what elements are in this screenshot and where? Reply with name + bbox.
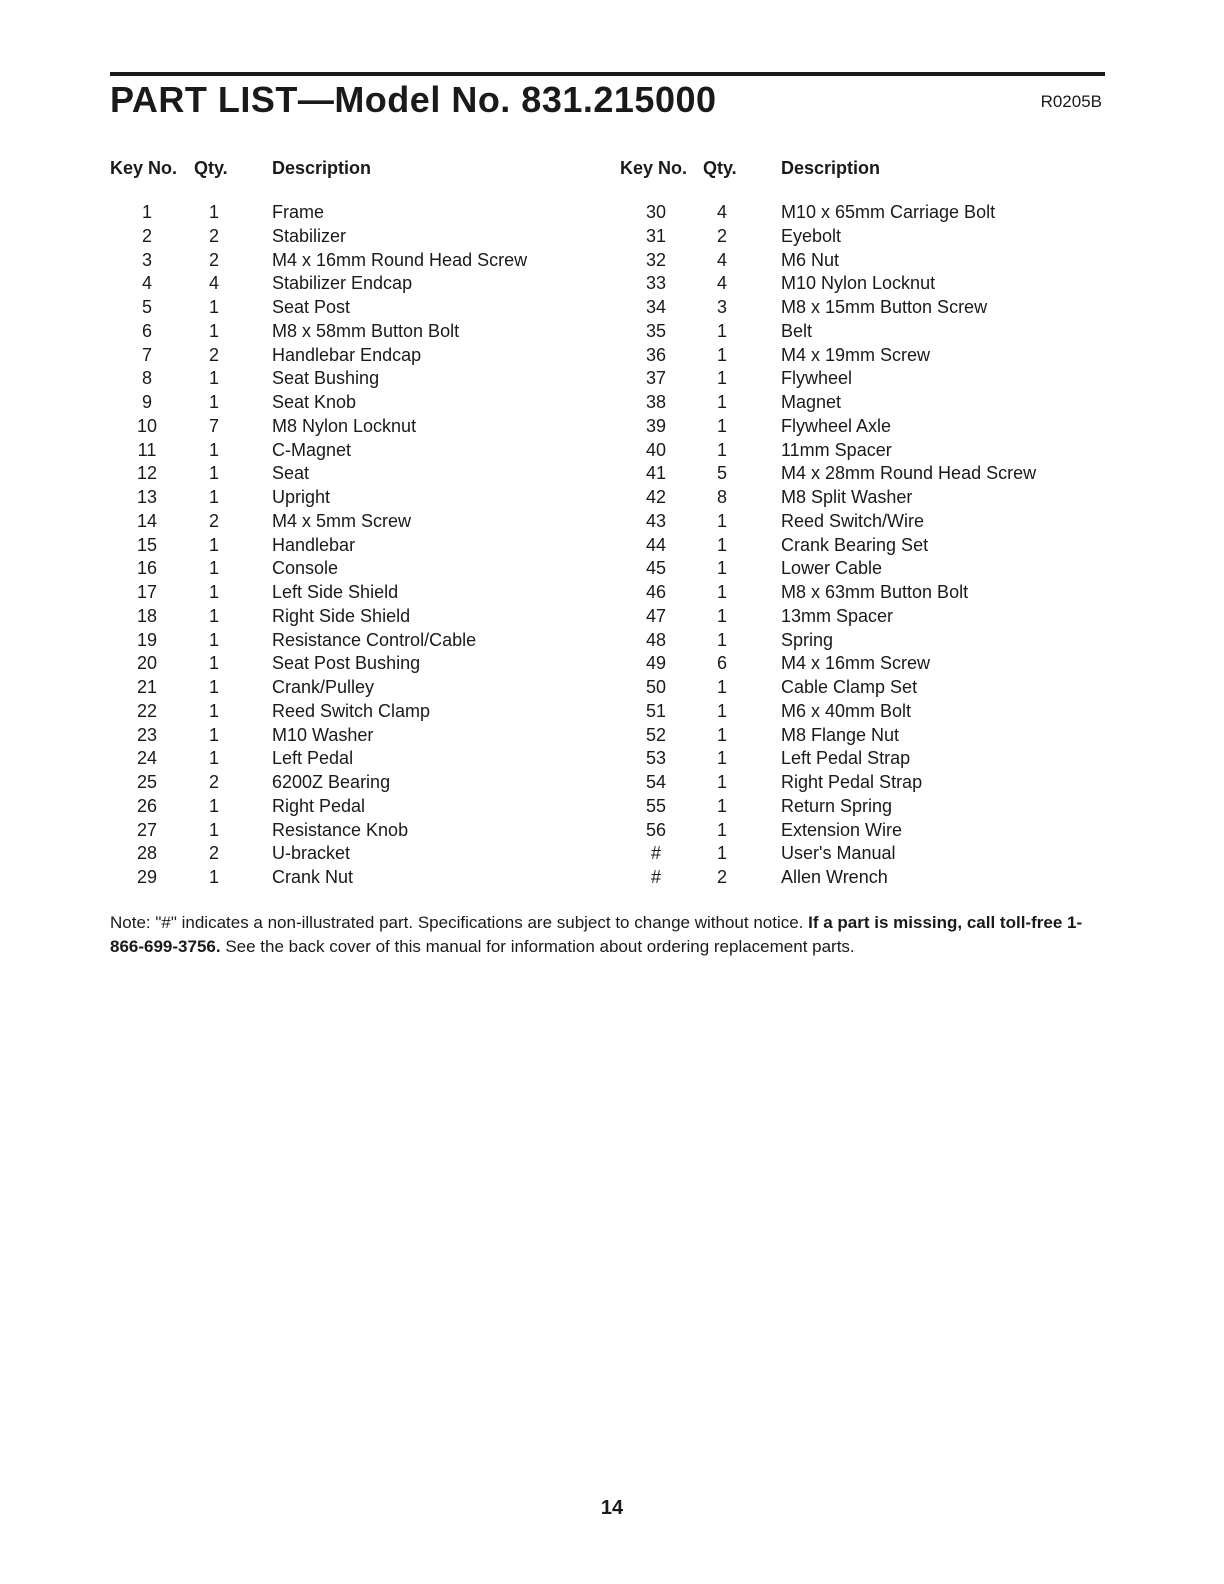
part-key-no: 9 — [141, 392, 152, 412]
part-description: Reed Switch/Wire — [781, 510, 925, 531]
part-key-no: 5 — [141, 297, 152, 317]
part-key-no: 21 — [136, 677, 158, 697]
part-qty: 2 — [716, 867, 727, 887]
part-description: Right Pedal Strap — [781, 772, 923, 792]
part-qty: 1 — [208, 724, 219, 745]
part-description: Handlebar Endcap — [272, 344, 422, 365]
part-description: Frame — [272, 202, 325, 222]
part-key-no: 3 — [141, 249, 152, 270]
part-key-no: 38 — [645, 392, 667, 412]
part-key-no: 2 — [141, 225, 152, 246]
part-qty: 1 — [716, 795, 727, 816]
part-qty: 1 — [208, 439, 219, 460]
left-header-key: Key No. — [110, 158, 178, 178]
note-tail: See the back cover of this manual for information about ordering replacement parts. — [220, 937, 855, 956]
part-key-no: 33 — [645, 273, 667, 294]
part-qty: 1 — [208, 558, 219, 579]
part-qty: 1 — [716, 392, 727, 412]
part-qty: 1 — [208, 819, 219, 840]
part-qty: 1 — [208, 795, 219, 816]
part-key-no: 15 — [136, 534, 158, 555]
part-key-no: 37 — [645, 368, 667, 389]
part-key-no: 10 — [136, 415, 158, 436]
part-description: Crank Bearing Set — [781, 534, 929, 555]
part-key-no: 42 — [645, 487, 667, 507]
part-key-no: 27 — [136, 819, 158, 840]
part-description: U-bracket — [272, 843, 351, 864]
part-qty: 1 — [716, 700, 727, 721]
part-qty: 1 — [716, 510, 727, 531]
part-qty: 1 — [716, 534, 727, 555]
part-description: Flywheel Axle — [781, 415, 892, 436]
part-description: M10 Washer — [272, 724, 374, 745]
part-description: User's Manual — [781, 843, 896, 864]
part-key-no: 20 — [136, 653, 158, 674]
part-description: Lower Cable — [781, 558, 883, 579]
part-description: M4 x 19mm Screw — [781, 344, 931, 365]
part-qty: 1 — [208, 463, 219, 484]
part-qty: 4 — [208, 273, 219, 294]
part-qty: 2 — [208, 510, 219, 531]
part-key-no: 29 — [136, 867, 158, 887]
right-header-qty: Qty. — [703, 158, 737, 178]
part-qty: 1 — [716, 724, 727, 745]
part-qty: 1 — [716, 843, 727, 864]
part-key-no: 31 — [645, 225, 667, 246]
part-description: Seat Post Bushing — [272, 653, 421, 674]
part-qty: 1 — [716, 629, 727, 650]
part-description: Seat Knob — [272, 392, 357, 412]
part-description: Crank/Pulley — [272, 677, 375, 697]
part-key-no: 28 — [136, 843, 158, 864]
part-qty: 5 — [716, 463, 727, 484]
part-qty: 2 — [208, 772, 219, 792]
part-qty: 1 — [716, 605, 727, 626]
part-description: M8 Flange Nut — [781, 724, 900, 745]
part-description: Reed Switch Clamp — [272, 700, 431, 721]
part-description: 6200Z Bearing — [272, 772, 391, 792]
part-key-no: 55 — [645, 795, 667, 816]
part-key-no: # — [650, 843, 661, 864]
part-description: 11mm Spacer — [781, 439, 892, 460]
part-description: M10 x 65mm Carriage Bolt — [781, 202, 996, 222]
part-key-no: # — [650, 867, 661, 887]
part-qty: 1 — [716, 819, 727, 840]
part-qty: 1 — [208, 677, 219, 697]
part-key-no: 32 — [645, 249, 667, 270]
part-qty: 2 — [208, 344, 219, 365]
part-key-no: 54 — [645, 772, 667, 792]
part-qty: 1 — [208, 700, 219, 721]
part-qty: 1 — [208, 368, 219, 389]
part-key-no: 13 — [136, 487, 158, 507]
part-description: Return Spring — [781, 795, 893, 816]
document-code: R0205B — [1040, 92, 1102, 111]
part-qty: 1 — [716, 677, 727, 697]
part-qty: 1 — [208, 867, 219, 887]
part-key-no: 36 — [645, 344, 667, 365]
part-description: 13mm Spacer — [781, 605, 894, 626]
part-key-no: 41 — [645, 463, 667, 484]
part-description: M6 Nut — [781, 249, 840, 270]
part-key-no: 49 — [645, 653, 667, 674]
part-key-no: 40 — [645, 439, 667, 460]
part-qty: 1 — [716, 415, 727, 436]
part-key-no: 14 — [136, 510, 158, 531]
part-key-no: 25 — [136, 772, 158, 792]
part-description: Stabilizer — [272, 225, 347, 246]
part-key-no: 45 — [645, 558, 667, 579]
part-qty: 1 — [208, 392, 219, 412]
part-qty: 4 — [716, 202, 727, 222]
part-key-no: 19 — [136, 629, 158, 650]
part-description: M8 x 58mm Button Bolt — [272, 320, 460, 341]
page-number: 14 — [600, 1497, 624, 1519]
part-description: Seat — [272, 463, 310, 484]
part-qty: 4 — [716, 273, 727, 294]
part-qty: 2 — [716, 225, 727, 246]
part-qty: 1 — [208, 582, 219, 602]
part-description: Crank Nut — [272, 867, 354, 887]
part-qty: 1 — [716, 558, 727, 579]
left-header-description: Description — [272, 158, 372, 178]
part-qty: 2 — [208, 249, 219, 270]
part-key-no: 48 — [645, 629, 667, 650]
part-key-no: 50 — [645, 677, 667, 697]
part-description: M8 Nylon Locknut — [272, 415, 417, 436]
part-qty: 1 — [716, 748, 727, 769]
part-key-no: 26 — [136, 795, 158, 816]
part-qty: 1 — [208, 320, 219, 341]
part-description: Upright — [272, 487, 331, 507]
part-qty: 8 — [716, 487, 727, 507]
part-qty: 4 — [716, 249, 727, 270]
part-key-no: 22 — [136, 700, 158, 721]
part-key-no: 1 — [141, 202, 152, 222]
part-description: Spring — [781, 629, 834, 650]
part-description: Stabilizer Endcap — [272, 273, 413, 294]
part-qty: 1 — [716, 368, 727, 389]
part-key-no: 4 — [141, 273, 152, 294]
part-key-no: 51 — [645, 700, 667, 721]
part-qty: 1 — [208, 748, 219, 769]
part-key-no: 46 — [645, 582, 667, 602]
part-description: Handlebar — [272, 534, 356, 555]
note-paragraph — [110, 911, 1110, 959]
part-key-no: 47 — [645, 605, 667, 626]
part-qty: 7 — [208, 415, 219, 436]
part-qty: 3 — [716, 297, 727, 317]
part-description: M4 x 16mm Round Head Screw — [272, 249, 528, 270]
part-key-no: 30 — [645, 202, 667, 222]
part-qty: 1 — [716, 772, 727, 792]
part-key-no: 24 — [136, 748, 158, 769]
part-description: Extension Wire — [781, 819, 903, 840]
part-key-no: 56 — [645, 819, 667, 840]
part-qty: 1 — [716, 439, 727, 460]
part-key-no: 11 — [137, 439, 157, 460]
part-description: M4 x 16mm Screw — [781, 653, 931, 674]
note-lead: Note: "#" indicates a non-illustrated part. Specifications are subject to change without notice. — [110, 913, 809, 932]
part-key-no: 12 — [136, 463, 158, 484]
part-key-no: 16 — [136, 558, 158, 579]
left-header-qty: Qty. — [194, 158, 228, 178]
part-qty: 2 — [208, 225, 219, 246]
part-qty: 1 — [716, 582, 727, 602]
part-qty: 6 — [716, 653, 727, 674]
part-description: Allen Wrench — [781, 867, 888, 887]
part-key-no: 18 — [136, 605, 158, 626]
part-key-no: 23 — [136, 724, 158, 745]
part-key-no: 17 — [136, 582, 158, 602]
part-qty: 1 — [208, 487, 219, 507]
part-key-no: 35 — [645, 320, 667, 341]
part-description: Left Side Shield — [272, 582, 399, 602]
part-qty: 1 — [208, 605, 219, 626]
note-missing-part: If a part is missing, call toll-free 1-866-699-3756. — [110, 913, 1083, 956]
part-qty: 1 — [208, 629, 219, 650]
part-qty: 1 — [208, 202, 219, 222]
part-description: Belt — [781, 320, 813, 341]
part-description: Resistance Control/Cable — [272, 629, 477, 650]
part-key-no: 53 — [645, 748, 667, 769]
part-key-no: 8 — [141, 368, 152, 389]
title-rule — [110, 72, 1105, 76]
part-description: Right Pedal — [272, 795, 366, 816]
part-qty: 1 — [716, 320, 727, 341]
part-description: M4 x 28mm Round Head Screw — [781, 463, 1037, 484]
part-description: Right Side Shield — [272, 605, 411, 626]
part-description: M6 x 40mm Bolt — [781, 700, 912, 721]
part-qty: 1 — [208, 297, 219, 317]
part-description: M4 x 5mm Screw — [272, 510, 412, 531]
part-key-no: 39 — [645, 415, 667, 436]
part-description: Eyebolt — [781, 225, 842, 246]
part-description: Cable Clamp Set — [781, 677, 918, 697]
part-qty: 1 — [208, 534, 219, 555]
part-description: M8 x 63mm Button Bolt — [781, 582, 969, 602]
part-key-no: 43 — [645, 510, 667, 531]
right-header-key: Key No. — [620, 158, 688, 178]
part-qty: 1 — [716, 344, 727, 365]
part-description: Seat Post — [272, 297, 351, 317]
part-description: M10 Nylon Locknut — [781, 273, 936, 294]
page-title: PART LIST—Model No. 831.215000 — [110, 79, 717, 120]
part-description: C-Magnet — [272, 439, 352, 460]
part-description: Flywheel — [781, 368, 853, 389]
part-key-no: 6 — [141, 320, 152, 341]
part-qty: 1 — [208, 653, 219, 674]
part-qty: 2 — [208, 843, 219, 864]
part-key-no: 7 — [141, 344, 152, 365]
part-description: Console — [272, 558, 339, 579]
part-description: Seat Bushing — [272, 368, 380, 389]
part-key-no: 34 — [645, 297, 667, 317]
part-key-no: 44 — [645, 534, 667, 555]
part-description: Left Pedal Strap — [781, 748, 911, 769]
part-key-no: 52 — [645, 724, 667, 745]
part-description: Resistance Knob — [272, 819, 409, 840]
part-description: Magnet — [781, 392, 842, 412]
right-header-description: Description — [781, 158, 881, 178]
part-description: M8 x 15mm Button Screw — [781, 297, 988, 317]
part-description: Left Pedal — [272, 748, 354, 769]
part-description: M8 Split Washer — [781, 487, 913, 507]
